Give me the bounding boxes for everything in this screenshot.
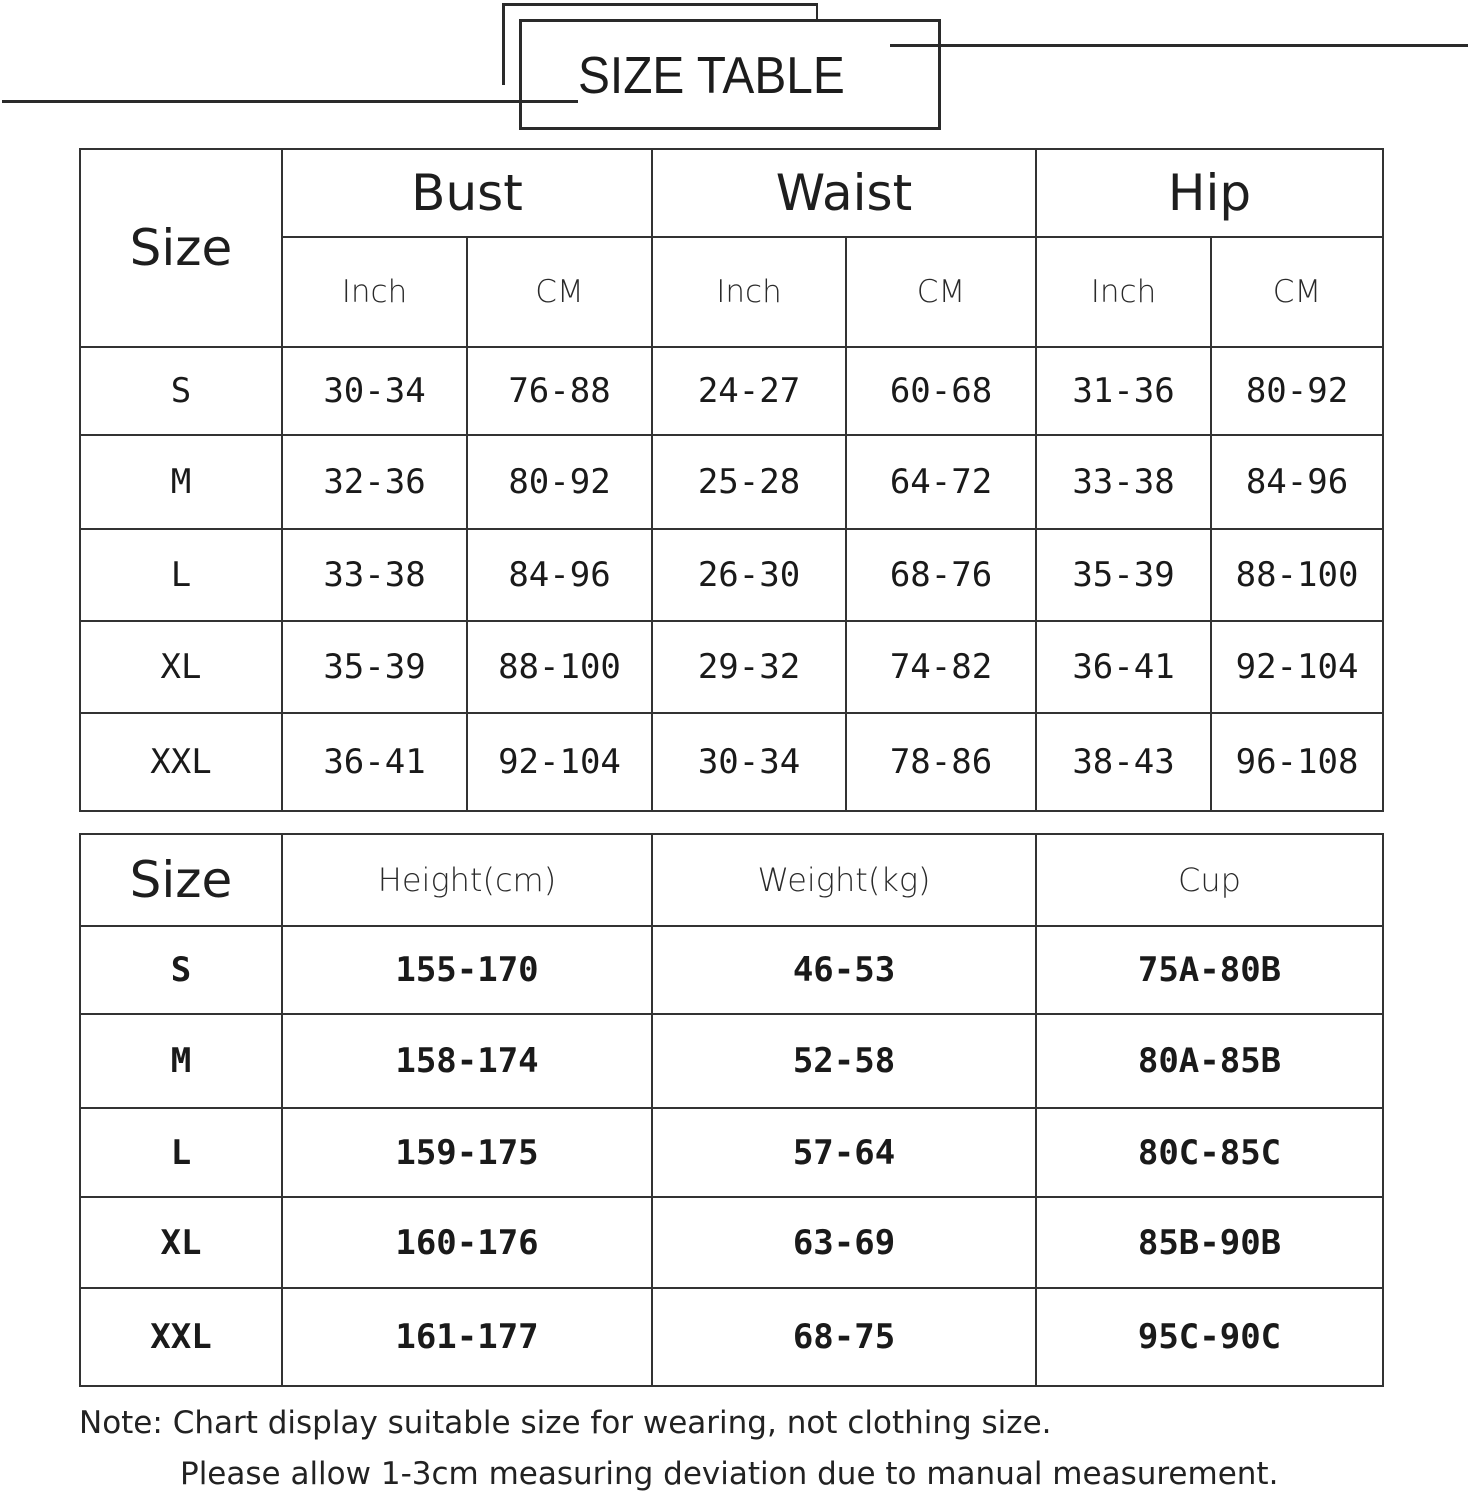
waist-inch-cell: 30-34: [652, 713, 846, 811]
hip-inch-cell: 35-39: [1036, 529, 1211, 621]
note-text-1: Chart display suitable size for wearing, not clothing size.: [172, 1405, 1052, 1441]
note-label: Note:: [79, 1405, 163, 1441]
waist-cm-cell: 60-68: [846, 347, 1036, 435]
weight-cell: 63-69: [652, 1197, 1036, 1288]
cup-cell: 80A-85B: [1036, 1014, 1383, 1108]
height-header: Height(cm): [282, 834, 652, 926]
waist-inch-header: Inch: [652, 237, 846, 347]
size-header: Size: [80, 834, 282, 926]
cup-cell: 80C-85C: [1036, 1108, 1383, 1197]
waist-inch-cell: 29-32: [652, 621, 846, 713]
bust-cm-header: CM: [467, 237, 652, 347]
bust-cm-cell: 92-104: [467, 713, 652, 811]
bust-inch-cell: 33-38: [282, 529, 467, 621]
waist-cm-cell: 68-76: [846, 529, 1036, 621]
size-cell: L: [80, 529, 282, 621]
hip-inch-cell: 38-43: [1036, 713, 1211, 811]
waist-cm-cell: 78-86: [846, 713, 1036, 811]
size-cell: XXL: [80, 713, 282, 811]
hip-inch-cell: 31-36: [1036, 347, 1211, 435]
left-rule-overlay: [519, 100, 578, 103]
note-line-1: [79, 1405, 1052, 1441]
height-cell: 159-175: [282, 1108, 652, 1197]
hip-header: Hip: [1036, 149, 1383, 237]
hip-cm-cell: 96-108: [1211, 713, 1383, 811]
cup-cell: 85B-90B: [1036, 1197, 1383, 1288]
table-row: [80, 529, 1383, 621]
hip-inch-cell: 33-38: [1036, 435, 1211, 529]
note-text-2: Please allow 1-3cm measuring deviation due to manual measurement.: [180, 1456, 1279, 1492]
bust-cm-cell: 84-96: [467, 529, 652, 621]
size-cell: L: [80, 1108, 282, 1197]
page-title: SIZE TABLE: [578, 47, 845, 105]
note-line-2: [180, 1456, 1278, 1492]
size-cell: XXL: [80, 1288, 282, 1386]
waist-inch-cell: 25-28: [652, 435, 846, 529]
hip-inch-cell: 36-41: [1036, 621, 1211, 713]
bust-cm-cell: 88-100: [467, 621, 652, 713]
table-row: [80, 926, 1383, 1014]
bust-inch-cell: 30-34: [282, 347, 467, 435]
body-fit-table: [79, 833, 1384, 1387]
waist-inch-cell: 24-27: [652, 347, 846, 435]
table-row: [80, 435, 1383, 529]
table-row: [80, 1108, 1383, 1197]
waist-cm-cell: 74-82: [846, 621, 1036, 713]
weight-cell: 46-53: [652, 926, 1036, 1014]
bust-inch-cell: 36-41: [282, 713, 467, 811]
hip-cm-header: CM: [1211, 237, 1383, 347]
height-cell: 160-176: [282, 1197, 652, 1288]
bust-inch-cell: 35-39: [282, 621, 467, 713]
left-rule: [2, 100, 578, 103]
cup-cell: 75A-80B: [1036, 926, 1383, 1014]
size-cell: S: [80, 347, 282, 435]
height-cell: 158-174: [282, 1014, 652, 1108]
table-row: [80, 1197, 1383, 1288]
waist-cm-header: CM: [846, 237, 1036, 347]
bust-inch-cell: 32-36: [282, 435, 467, 529]
size-cell: XL: [80, 621, 282, 713]
header-row-groups: [80, 149, 1383, 237]
bust-header: Bust: [282, 149, 652, 237]
size-cell: S: [80, 926, 282, 1014]
right-rule-overlay: [890, 44, 941, 47]
measurements-table: [79, 148, 1384, 812]
hip-cm-cell: 84-96: [1211, 435, 1383, 529]
size-cell: M: [80, 435, 282, 529]
header-row: [80, 834, 1383, 926]
weight-cell: 52-58: [652, 1014, 1036, 1108]
hip-cm-cell: 80-92: [1211, 347, 1383, 435]
waist-inch-cell: 26-30: [652, 529, 846, 621]
table-row: [80, 621, 1383, 713]
cup-header: Cup: [1036, 834, 1383, 926]
right-rule: [890, 44, 1468, 47]
hip-inch-header: Inch: [1036, 237, 1211, 347]
height-cell: 155-170: [282, 926, 652, 1014]
waist-header: Waist: [652, 149, 1036, 237]
table-row: [80, 347, 1383, 435]
bust-cm-cell: 80-92: [467, 435, 652, 529]
hip-cm-cell: 92-104: [1211, 621, 1383, 713]
hip-cm-cell: 88-100: [1211, 529, 1383, 621]
size-cell: M: [80, 1014, 282, 1108]
cup-cell: 95C-90C: [1036, 1288, 1383, 1386]
table-row: [80, 1288, 1383, 1386]
size-header: Size: [80, 149, 282, 347]
height-cell: 161-177: [282, 1288, 652, 1386]
bust-inch-header: Inch: [282, 237, 467, 347]
weight-cell: 57-64: [652, 1108, 1036, 1197]
weight-cell: 68-75: [652, 1288, 1036, 1386]
size-cell: XL: [80, 1197, 282, 1288]
weight-header: Weight(kg): [652, 834, 1036, 926]
bust-cm-cell: 76-88: [467, 347, 652, 435]
waist-cm-cell: 64-72: [846, 435, 1036, 529]
table-row: [80, 713, 1383, 811]
table-row: [80, 1014, 1383, 1108]
